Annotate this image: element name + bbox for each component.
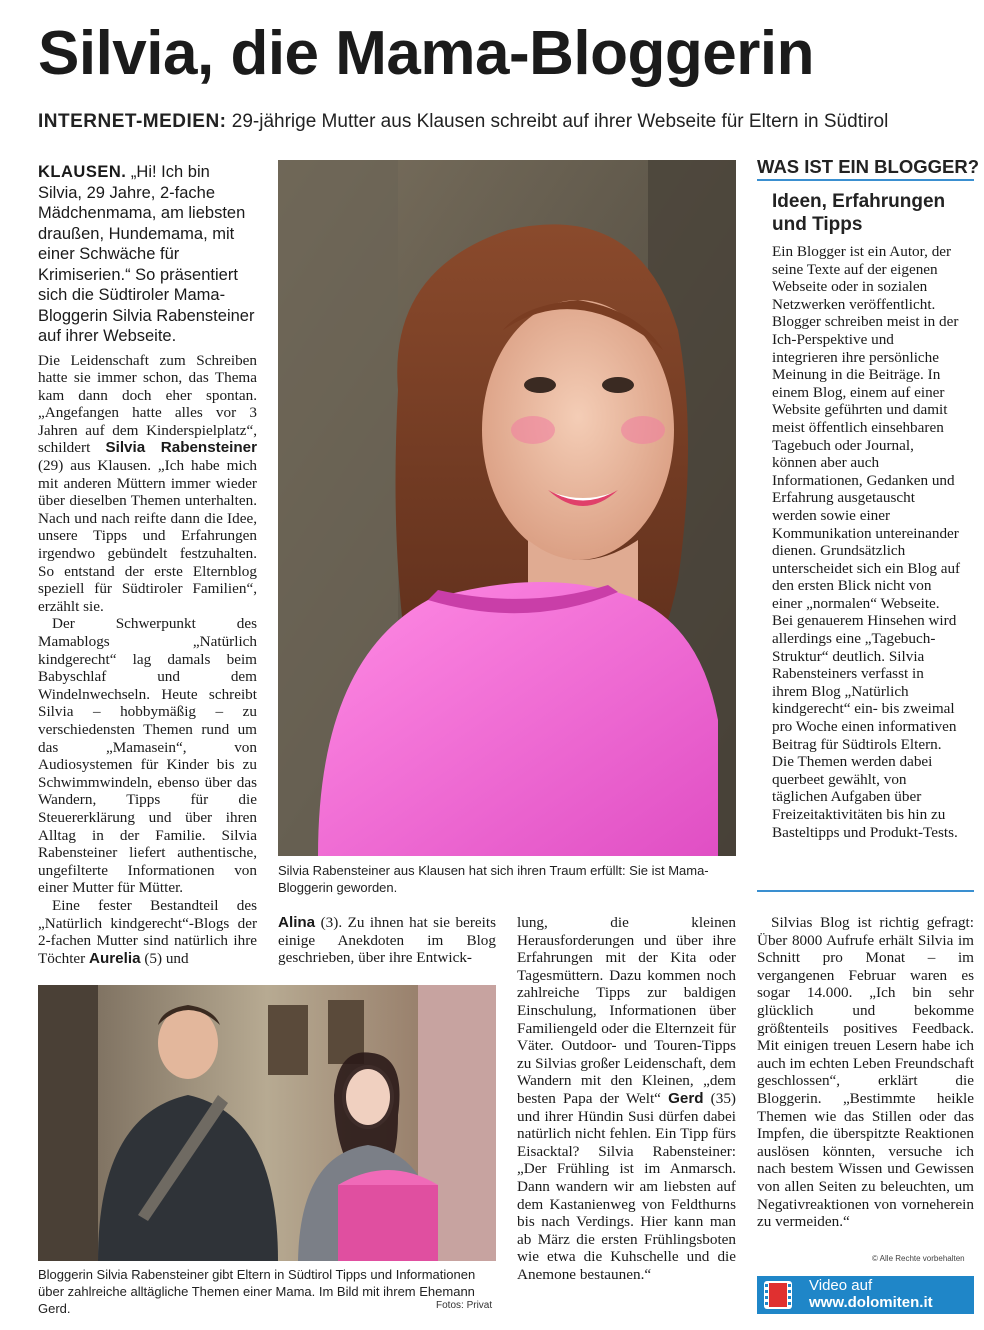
headline: Silvia, die Mama-Bloggerin [38,19,814,88]
column-2: Alina (3). Zu ihnen hat sie bereits einige Anekdoten im Blog geschrieben, über ihre Entwick- [278,914,496,967]
video-link-box[interactable] [757,1276,974,1314]
sidebar-subtitle: Ideen, Erfahrungen und Tipps [772,191,946,235]
subhead [38,108,888,136]
main-photo [278,160,736,856]
sidebar-text: Ein Blogger ist ein Autor, der seine Texte auf der eigenen Webseite oder in sozialen Netzwerken veröffentlicht. Blogger schreiben meist in der Ich-Perspektive und integrieren ihre persönliche Meinung in die Beiträge. In einem Blog, einem auf einer Website geführten und damit meist öffentlich einsehbaren Tagebuch oder Journal, können aber auch Informationen, Gedanken und Erfahrung ausgetauscht werden sowie einer Kommunikation untereinander dienen. Grundsätzlich unterscheidet sich ein Blog auf den ersten Blick nicht von einer „normalen“ Webseite. Bei genauerem Hinsehen wird allerdings eine „Tagebuch-Struktur“ deutlich. Silvia Rabensteiners verfasst in ihrem Blog „Natürlich kindgerecht“ ein- bis zweimal pro Woche einen informativen Beitrag für Südtirols Eltern. Die Themen werden dabei querbeet gewählt, von täglichen Aufgaben über Freizeitaktivitäten bis hin zu Basteltipps und Produkt-Tests. [772,243,961,841]
family-photo-caption: Bloggerin Silvia Rabensteiner gibt Eltern in Südtirol Tipps und Informationen über zahlreiche alltägliche Themen einer Mama. Im Bild mit ihrem Ehemann Gerd. [38,1267,476,1316]
portrait-image [278,160,736,856]
col1-paragraph-2: Der Schwerpunkt des Mamablogs „Natürlich kindgerecht“ lag damals beim Babyschlaf und dem Windelnwechseln. Heute schreibt Silvia – hobbymäßig – zu verschiedensten Themen rund um das „Mamasein“, von Audiosystemen für Kinder bis zu Schwimmwindeln, ebenso über das Wandern, Tipps für die Steuererklärung und über ihren Alltag in der Familie. Silvia Rabensteiner liefert authentische, ungefilterte Informationen von einer Mutter für Mütter. [38,615,257,897]
subhead-kicker: INTERNET-MEDIEN: [38,111,227,132]
lead-text: „Hi! Ich bin Silvia, 29 Jahre, 2-fache Mädchenmama, am liebsten draußen, Hundemama, mit einer Schwäche für Krimiserien.“ So präsentiert sich die Südtiroler Mama-Bloggerin Silvia Rabensteiner auf ihrer Webseite. [38,163,255,345]
video-line-1: Video auf [809,1277,873,1294]
person-name: Silvia Rabensteiner [105,439,257,457]
lead-paragraph [38,162,257,347]
copyright-notice: © Alle Rechte vorbehalten [872,1254,965,1263]
person-name: Gerd [668,1089,704,1107]
col1-paragraph-1: Die Leidenschaft zum Schreiben hatte sie immer schon, das Thema kam dann doch eher spontan. „Angefangen hatte alles vor 3 Jahren auf dem Kinderspielplatz“, schildert Silvia Rabensteiner (29) aus Klausen. „Ich habe mich mit anderen Müttern immer wieder über dieselben Themen unterhalten. Nach und nach reifte dann die Idee, unsere Tipps und Erfahrungen irgendwo gebündelt festzuhalten. So entstand der erste Elternblog speziell für Südtiroler Familien“, erzählt sie. [38,351,257,615]
column-4: Silvias Blog ist richtig gefragt: Über 8000 Aufrufe erhält Silvia im Schnitt pro Monat – im vergangenen Februar waren es sogar 14.000. „Ich bin sehr glücklich und bekomme größtenteils positives Feedback. Mit einigen treuen Lesern habe ich auch im echten Leben Freundschaft geschlossen“, erklärt die Bloggerin. „Bestimmte heikle Themen wie das Stillen oder das Impfen, die überspitzte Reaktionen auslösen könnten, versuche ich nach bestem Wissen und Gewissen von allen Seiten zu beleuchten, um Negativreaktionen von vorneherein zu vermeiden.“ [757,914,974,1231]
film-icon [761,1278,795,1312]
photo-credit: Fotos: Privat [436,1300,493,1311]
person-name: Alina [278,914,316,931]
sidebar-bottom-rule [757,890,974,892]
col1-paragraph-3: Eine fester Bestandteil des „Natürlich kindgerecht“-Blogs der 2-fachen Mutter sind natürlich ihre Töchter Aurelia (5) und [38,896,257,967]
dateline: KLAUSEN. [38,163,127,181]
family-photo [38,985,496,1261]
main-photo-caption: Silvia Rabensteiner aus Klausen hat sich ihren Traum erfüllt: Sie ist Mama-Bloggerin geworden. [278,863,709,895]
column-3: lung, die kleinen Herausforderungen und über ihre Erfahrungen mit der Kita oder Tagesmüttern. Dazu kommen noch zahlreiche Tipps zur baldigen Einschulung, Informationen über Familiengeld oder die Elternzeit für Väter. Outdoor- und Touren-Tipps zu Silvias großer Leidenschaft, dem Wandern mit den Kleinen, „dem besten Papa der Welt“ Gerd (35) und ihrer Hündin Susi dürfen dabei natürlich nicht fehlen. Ein Tipp fürs Eisacktal? Silvia Rabensteiner: „Der Frühling ist im Anmarsch. Dann wandern wir am liebsten auf dem Kastanienweg von Feldthurns bis nach Verdings. Hier kann man ab März die ersten Frühlingsboten wie etwa die Kuhschelle und die Anemone bestaunen.“ [517,914,736,1283]
video-link[interactable]: www.dolomiten.it [809,1294,933,1311]
column-1 [38,162,257,967]
person-name: Aurelia [89,949,141,967]
family-image [38,985,496,1261]
sidebar-title-rule [757,179,974,181]
subhead-text: 29-jährige Mutter aus Klausen schreibt auf ihrer Webseite für Eltern in Südtirol [226,111,889,132]
sidebar-title: WAS IST EIN BLOGGER? [757,156,980,177]
